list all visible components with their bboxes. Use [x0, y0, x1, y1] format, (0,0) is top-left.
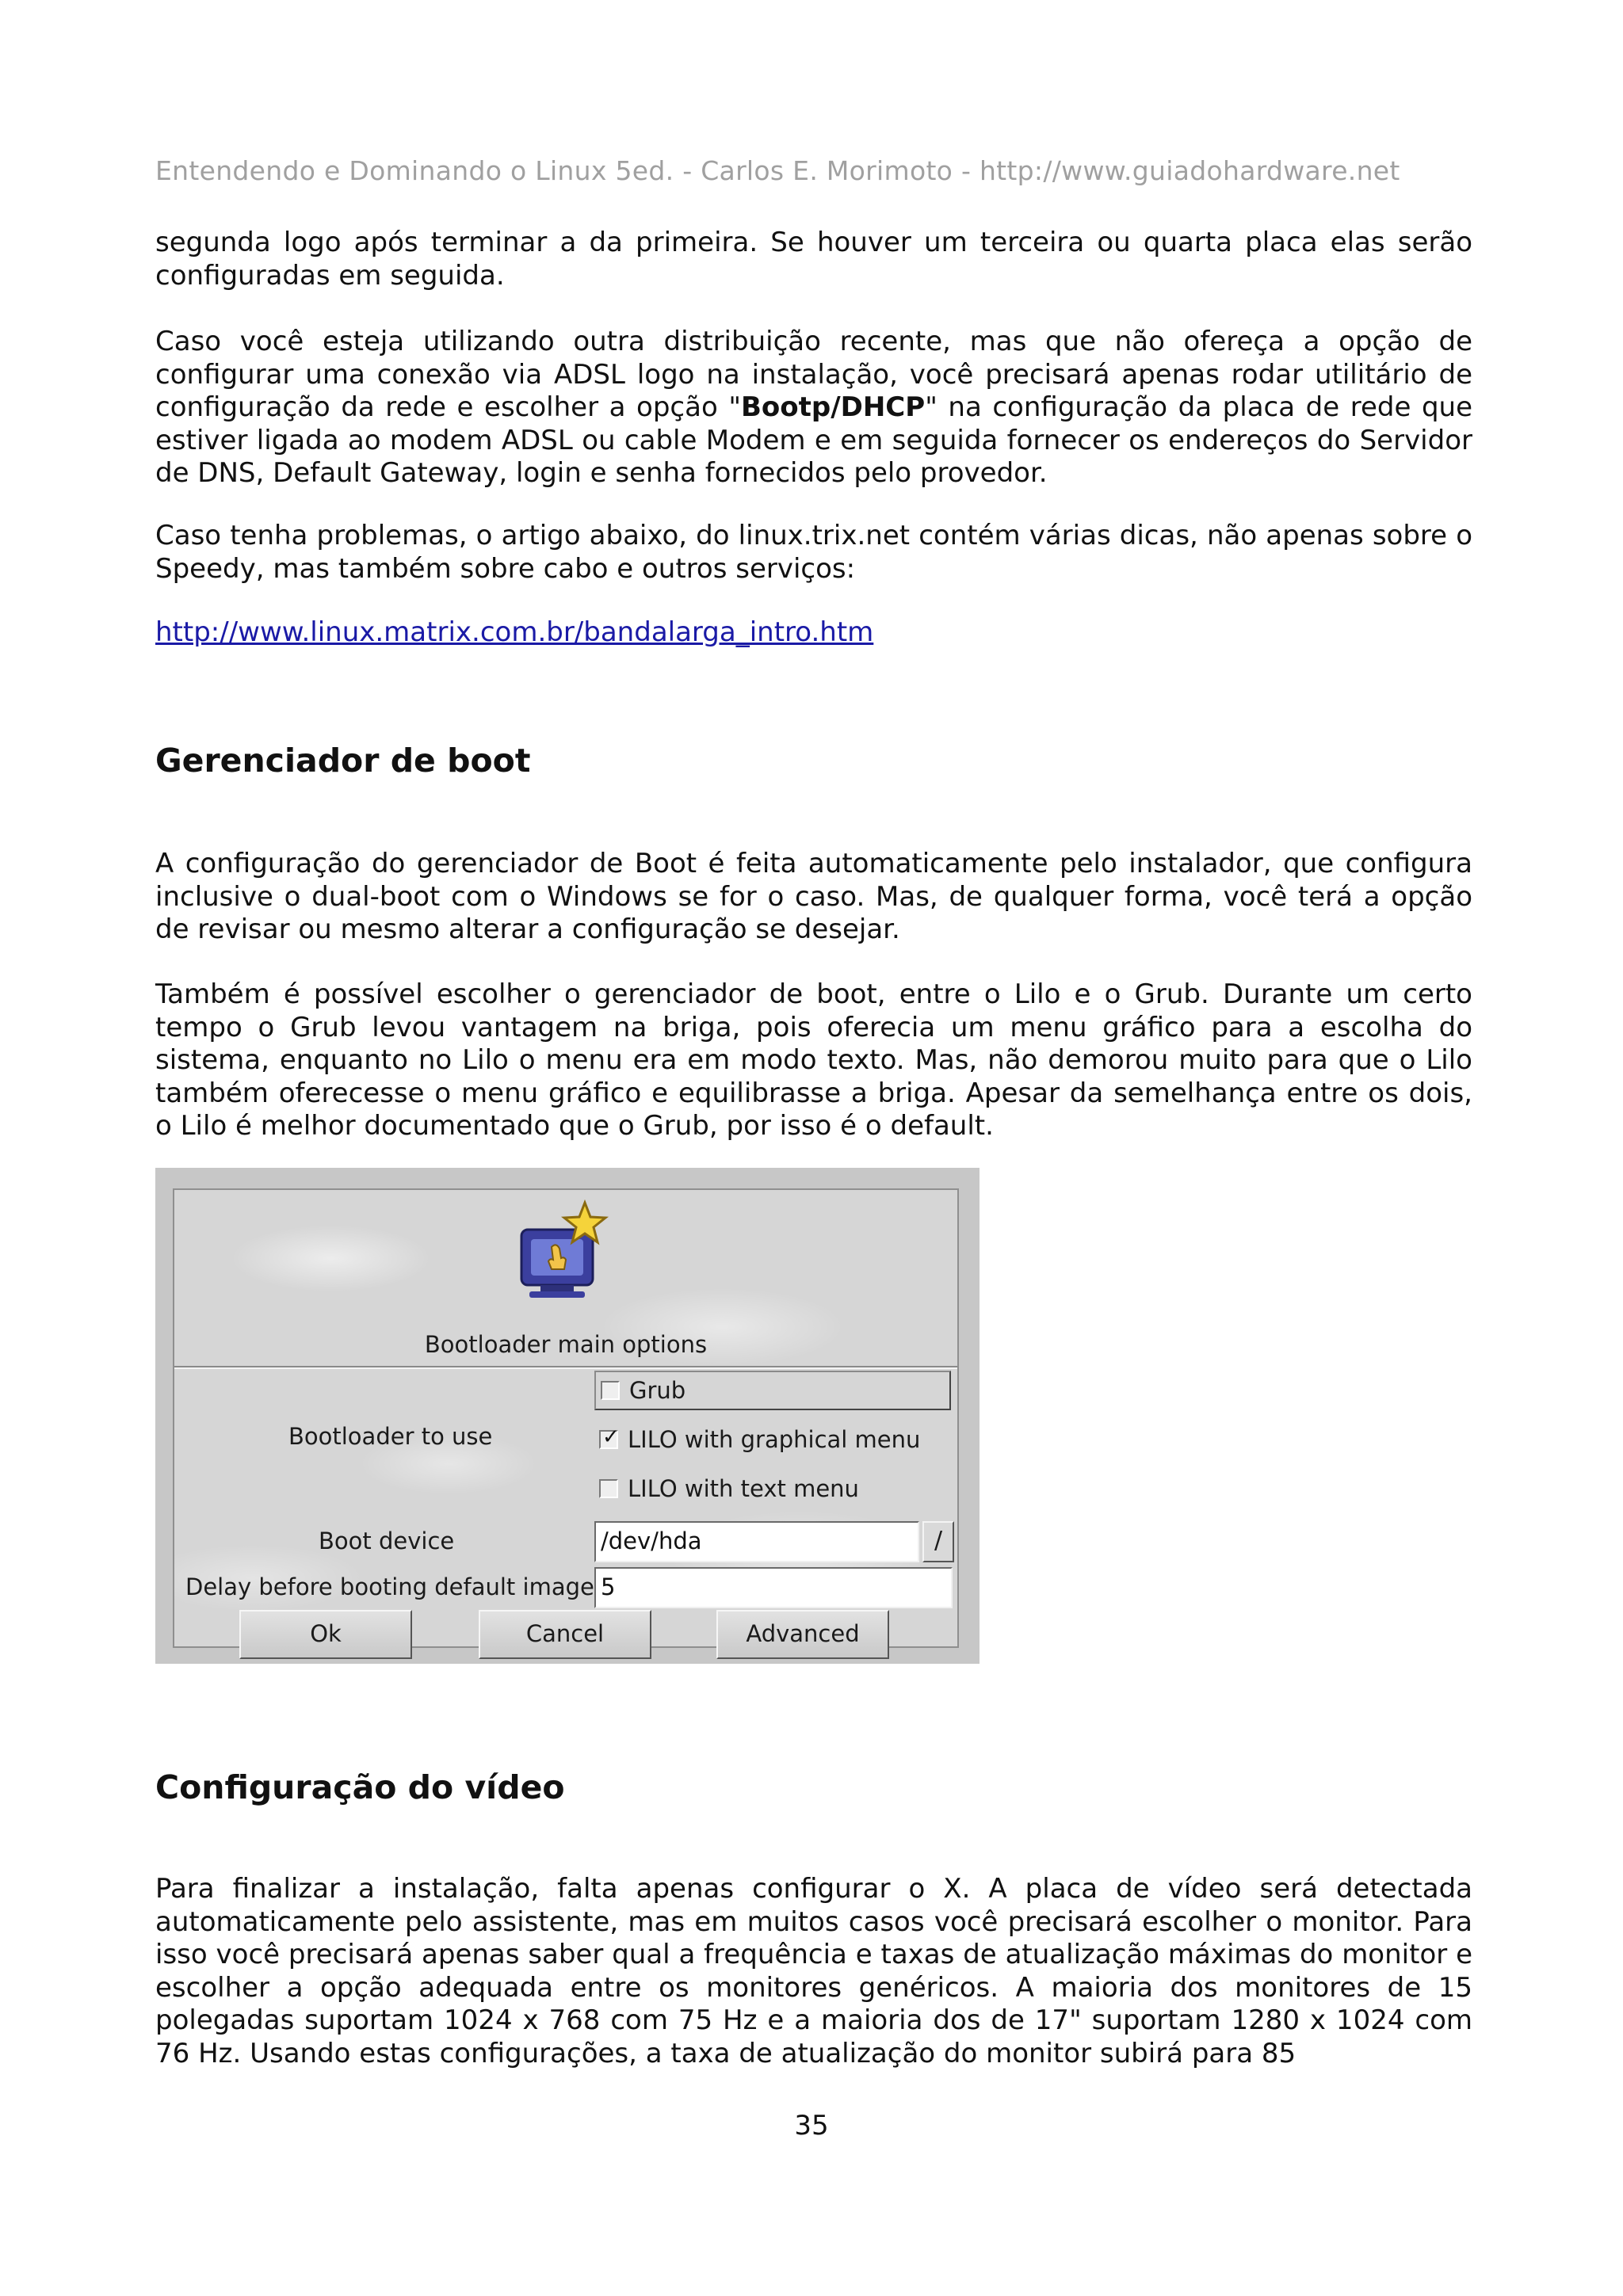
option-lilo-text[interactable] — [594, 1469, 951, 1508]
cancel-button[interactable]: Cancel — [479, 1610, 651, 1659]
heading-boot-manager: Gerenciador de boot — [155, 742, 531, 780]
delay-input[interactable]: 5 — [594, 1567, 953, 1608]
paragraph-intro: segunda logo após terminar a da primeira. Se houver um terceira ou quarta placa elas serão configuradas em seguida. — [155, 227, 1472, 292]
page-number: 35 — [794, 2110, 829, 2142]
option-lilo-text-label: LILO with text menu — [628, 1475, 859, 1502]
lilo-text-checkbox[interactable] — [599, 1479, 618, 1498]
grub-checkbox[interactable] — [601, 1381, 620, 1400]
checkmark-icon: ✓ — [602, 1425, 620, 1449]
paragraph-adsl-text-1: Caso você esteja utilizando outra distribuição recente, mas que não ofereça a opção de configurar uma conexão via ADSL logo na instalação, você precisará apenas rodar utilitário de configuração da rede e escolher a opção " — [155, 326, 1472, 423]
option-grub-label: Grub — [629, 1377, 686, 1404]
bandalarga-link[interactable]: http://www.linux.matrix.com.br/bandalarga_intro.htm — [155, 616, 874, 648]
paragraph-adsl — [155, 326, 1472, 490]
bootloader-dialog — [173, 1188, 959, 1648]
dialog-title: Bootloader main options — [424, 1331, 708, 1358]
option-lilo-graphical[interactable] — [594, 1420, 951, 1459]
option-grub[interactable] — [594, 1371, 951, 1410]
bootloader-screenshot — [155, 1168, 980, 1664]
boot-device-dropdown-button[interactable]: / — [922, 1521, 954, 1562]
paragraph-problems: Caso tenha problemas, o artigo abaixo, do linux.trix.net contém várias dicas, não apenas sobre o Speedy, mas também sobre cabo e outros serviços: — [155, 520, 1472, 585]
ok-button[interactable]: Ok — [239, 1610, 412, 1659]
paragraph-video: Para finalizar a instalação, falta apenas configurar o X. A placa de vídeo será detectada automaticamente pelo assistente, mas em muitos casos você precisará escolher o monitor. Para isso você precisará apenas saber qual a frequência e taxas de atualização máximas do monitor e escolher a opção adequada entre os monitores genéricos. A maioria dos monitores de 15 polegadas suportam 1024 x 768 com 75 Hz e a maioria dos de 17" suportam 1280 x 1024 com 76 Hz. Usando estas configurações, a taxa de atualização do monitor subirá para 85 — [155, 1873, 1472, 2069]
paragraph-adsl-text-2: " na configuração da placa de rede que estiver ligada ao modem ADSL ou cable Modem e em seguida fornecer os endereços do Servidor de DNS, Default Gateway, login e senha fornecidos pelo provedor. — [155, 391, 1473, 489]
paragraph-boot-config: A configuração do gerenciador de Boot é feita automaticamente pelo instalador, que configura inclusive o dual-boot com o Windows se for o caso. Mas, de qualquer forma, você terá a opção de revisar ou mesmo alterar a configuração se desejar. — [155, 848, 1472, 945]
running-header: Entendendo e Dominando o Linux 5ed. - Carlos E. Morimoto - http://www.guiadohardware.net — [155, 155, 1400, 186]
boot-device-label: Boot device — [319, 1527, 455, 1554]
lilo-graphical-checkbox[interactable] — [599, 1425, 620, 1449]
heading-video-config: Configuração do vídeo — [155, 1768, 565, 1806]
boot-device-input[interactable]: /dev/hda — [594, 1521, 919, 1562]
bootp-dhcp-term: Bootp/DHCP — [740, 391, 926, 423]
delay-label: Delay before booting default image — [185, 1573, 594, 1600]
option-lilo-graphical-label: LILO with graphical menu — [628, 1426, 921, 1453]
bootloader-monitor-star-icon — [514, 1198, 609, 1301]
dialog-divider — [174, 1366, 957, 1369]
bootloader-label: Bootloader to use — [288, 1423, 493, 1450]
advanced-button[interactable]: Advanced — [716, 1610, 889, 1659]
paragraph-lilo-grub: Também é possível escolher o gerenciador de boot, entre o Lilo e o Grub. Durante um certo tempo o Grub levou vantagem na briga, pois oferecia um menu gráfico para a escolha do sistema, enquanto no Lilo o menu era em modo texto. Mas, não demorou muito para que o Lilo também oferecesse o menu gráfico e equilibrasse a briga. Apesar da semelhança entre os dois, o Lilo é melhor documentado que o Grub, por isso é o default. — [155, 978, 1472, 1142]
